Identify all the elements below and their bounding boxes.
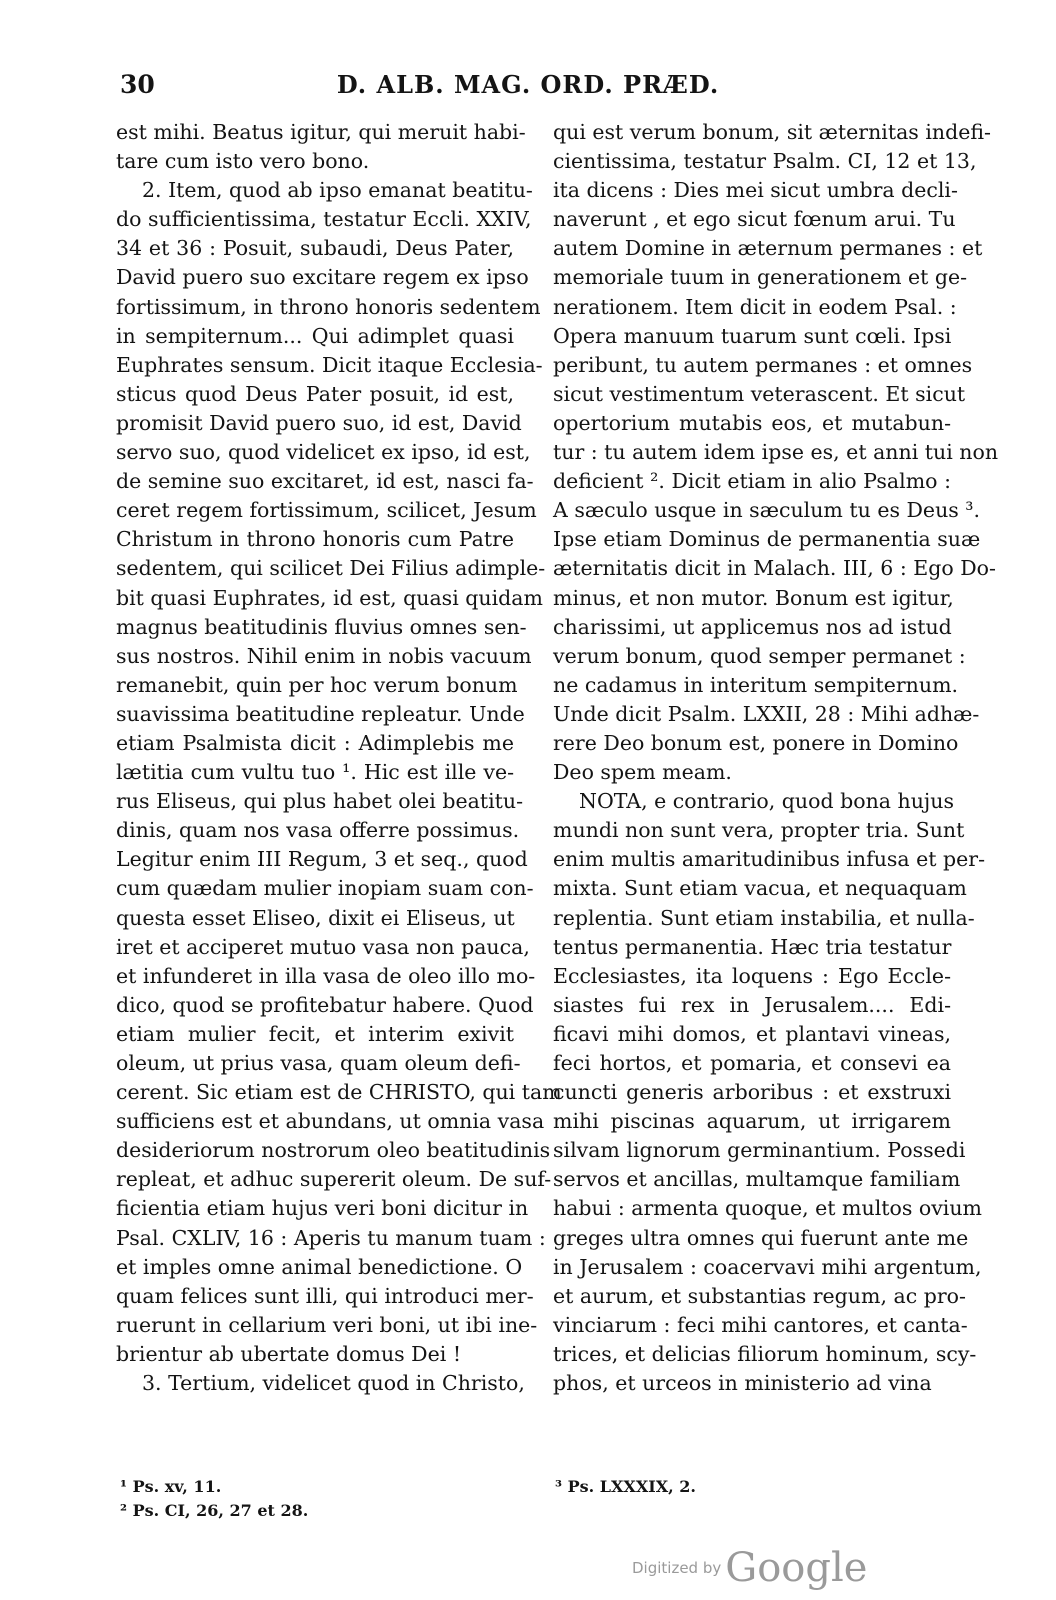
text-line: iret et acciperet mutuo vasa non pauca, [116,934,530,959]
text-line: in sempiternum... Qui adimplet quasi [116,323,514,348]
text-line: opertorium mutabis eos, et mutabun- [553,410,951,435]
text-line: suavissima beatitudine repleatur. Unde [116,701,525,726]
text-line: vinciarum : feci mihi cantores, et canta- [553,1312,968,1337]
text-line: Legitur enim III Regum, 3 et seq., quod [116,847,528,872]
text-line: deficient ². Dicit etiam in alio Psalmo : [553,469,951,494]
text-line: siastes fui rex in Jerusalem.... Edi- [553,992,951,1017]
footnotes-right [555,1475,696,1499]
text-line: ita dicens : Dies mei sicut umbra decli- [553,178,958,203]
text-line: sicut vestimentum veterascent. Et sicut [553,381,966,406]
text-line: Euphrates sensum. Dicit itaque Ecclesia- [116,352,543,377]
text-line: ne cadamus in interitum sempiternum. [553,672,959,697]
text-line: Ipse etiam Dominus de permanentia suæ [553,527,981,552]
text-line: Unde dicit Psalm. LXXII, 28 : Mihi adhæ- [553,701,980,726]
text-line: autem Domine in æternum permanes : et [553,236,983,261]
text-line: desideriorum nostrorum oleo beatitudinis [116,1138,551,1163]
running-title: D. ALB. MAG. ORD. PRÆD. [336,70,720,99]
text-line: in Jerusalem : coacervavi mihi argentum, [553,1254,982,1279]
text-line: 34 et 36 : Posuit, subaudi, Deus Pater, [116,236,514,261]
text-line: habui : armenta quoque, et multos ovium [553,1196,982,1221]
text-line: memoriale tuum in generationem et ge- [553,265,968,290]
text-line: 3. Tertium, videlicet quod in Christo, [142,1371,525,1396]
text-line: de semine suo excitaret, id est, nasci fa- [116,469,534,494]
text-line: Christum in throno honoris cum Patre [116,527,514,552]
footnote: ³ Ps. LXXXIX, 2. [555,1477,696,1496]
text-line: ruerunt in cellarium veri boni, ut ibi ine- [116,1312,538,1337]
text-line: peribunt, tu autem permanes : et omnes [553,352,973,377]
text-line: etiam mulier fecit, et interim exivit [116,1021,514,1046]
text-line: replentia. Sunt etiam instabilia, et nulla- [553,905,975,930]
right-text-column [553,118,999,1398]
text-line: A sæculo usque in sæculum tu es Deus ³. [553,498,981,523]
text-line: do sufficientissima, testatur Eccli. XXIV, [116,207,532,232]
text-line: tur : tu autem idem ipse es, et anni tui non [553,440,999,465]
footnote: ¹ Ps. xv, 11. [120,1477,222,1496]
text-line: fortissimum, in throno honoris sedentem [116,294,541,319]
text-line: est mihi. Beatus igitur, qui meruit habi- [116,120,526,144]
text-line: cuncti generis arboribus : et exstruxi [553,1080,951,1105]
text-line: ficavi mihi domos, et plantavi vineas, [553,1021,951,1046]
text-line: remanebit, quin per hoc verum bonum [116,672,518,697]
text-line: cum quædam mulier inopiam suam con- [116,876,534,901]
text-line: promisit David puero suo, id est, David [116,410,522,435]
text-line: Deo spem meam. [553,760,732,785]
text-line: sufficiens est et abundans, ut omnia vasa [116,1109,545,1134]
text-line: phos, et urceos in ministerio ad vina [553,1371,932,1396]
text-line: feci hortos, et pomaria, et consevi ea [553,1051,951,1075]
text-line: NOTA, e contrario, quod bona hujus [579,789,954,814]
text-line: servos et ancillas, multamque familiam [553,1167,961,1192]
text-line: greges ultra omnes qui fuerunt ante me [553,1225,969,1250]
text-line: sticus quod Deus Pater posuit, id est, [116,381,514,406]
text-line: charissimi, ut applicemus nos ad istud [553,614,952,639]
text-line: repleat, et adhuc supererit oleum. De suf- [116,1167,552,1192]
watermark-brand: Google [725,1545,868,1591]
text-line: brientur ab ubertate domus Dei ! [116,1341,462,1366]
text-line: dinis, quam nos vasa offerre possimus. [116,818,520,843]
text-line: ficientia etiam hujus veri boni dicitur in [116,1196,529,1221]
text-line: minus, et non mutor. Bonum est igitur, [553,585,954,610]
text-line: mihi piscinas aquarum, ut irrigarem [553,1109,951,1134]
text-line: naverunt , et ego sicut fœnum arui. Tu [553,207,956,232]
text-line: mundi non sunt vera, propter tria. Sunt [553,818,965,843]
text-line: et imples omne animal benedictione. O [116,1254,523,1279]
text-line: cerent. Sic etiam est de CHRISTO, qui tam [116,1080,562,1105]
text-line: tentus permanentia. Hæc tria testatur [553,934,952,959]
text-line: servo suo, quod videlicet ex ipso, id est, [116,440,531,465]
text-line: æternitatis dicit in Malach. III, 6 : Ego Do- [553,556,996,581]
text-line: ceret regem fortissimum, scilicet, Jesum [116,498,537,523]
text-line: rus Eliseus, qui plus habet olei beatitu- [116,789,524,814]
text-line: David puero suo excitare regem ex ipso [116,265,529,290]
text-line: Opera manuum tuarum sunt cœli. Ipsi [553,323,952,348]
text-line: quam felices sunt illi, qui introduci mer- [116,1283,534,1308]
text-line: nerationem. Item dicit in eodem Psal. : [553,294,957,319]
digitized-by-google-watermark [632,1545,867,1591]
text-line: tare cum isto vero bono. [116,149,370,174]
text-line: sedentem, qui scilicet Dei Filius adimple- [116,556,546,581]
text-line: verum bonum, quod semper permanet : [553,643,966,668]
text-line: oleum, ut prius vasa, quam oleum defi- [116,1051,521,1075]
text-line: qui est verum bonum, sit æternitas indefi- [553,120,991,144]
text-line: mixta. Sunt etiam vacua, et nequaquam [553,876,967,901]
text-line: cientissima, testatur Psalm. CI, 12 et 13, [553,149,977,174]
text-line: Psal. CXLIV, 16 : Aperis tu manum tuam : [116,1225,546,1250]
watermark-prefix: Digitized by [632,1559,722,1577]
text-line: dico, quod se profitebatur habere. Quod [116,992,534,1017]
text-line: 2. Item, quod ab ipso emanat beatitu- [142,178,533,203]
text-line: magnus beatitudinis fluvius omnes sen- [116,614,527,639]
page-number: 30 [120,70,155,99]
text-line: trices, et delicias filiorum hominum, scy- [553,1341,977,1366]
text-line: et infunderet in illa vasa de oleo illo mo- [116,963,536,988]
text-line: lætitia cum vultu tuo ¹. Hic est ille ve- [116,760,514,785]
footnotes-left [120,1475,308,1523]
footnote: ² Ps. CI, 26, 27 et 28. [120,1501,309,1520]
text-line: etiam Psalmista dicit : Adimplebis me [116,730,514,755]
text-line: Ecclesiastes, ita loquens : Ego Eccle- [553,963,951,988]
text-line: et aurum, et substantias regum, ac pro- [553,1283,966,1308]
page-header [0,70,1056,110]
left-text-column [116,118,562,1398]
text-line: silvam lignorum germinantium. Possedi [553,1138,966,1163]
text-line: bit quasi Euphrates, id est, quasi quidam [116,585,543,610]
text-line: sus nostros. Nihil enim in nobis vacuum [116,643,532,668]
text-line: enim multis amaritudinibus infusa et per- [553,847,986,872]
text-line: rere Deo bonum est, ponere in Domino [553,730,959,755]
text-line: questa esset Eliseo, dixit ei Eliseus, ut [116,905,515,930]
